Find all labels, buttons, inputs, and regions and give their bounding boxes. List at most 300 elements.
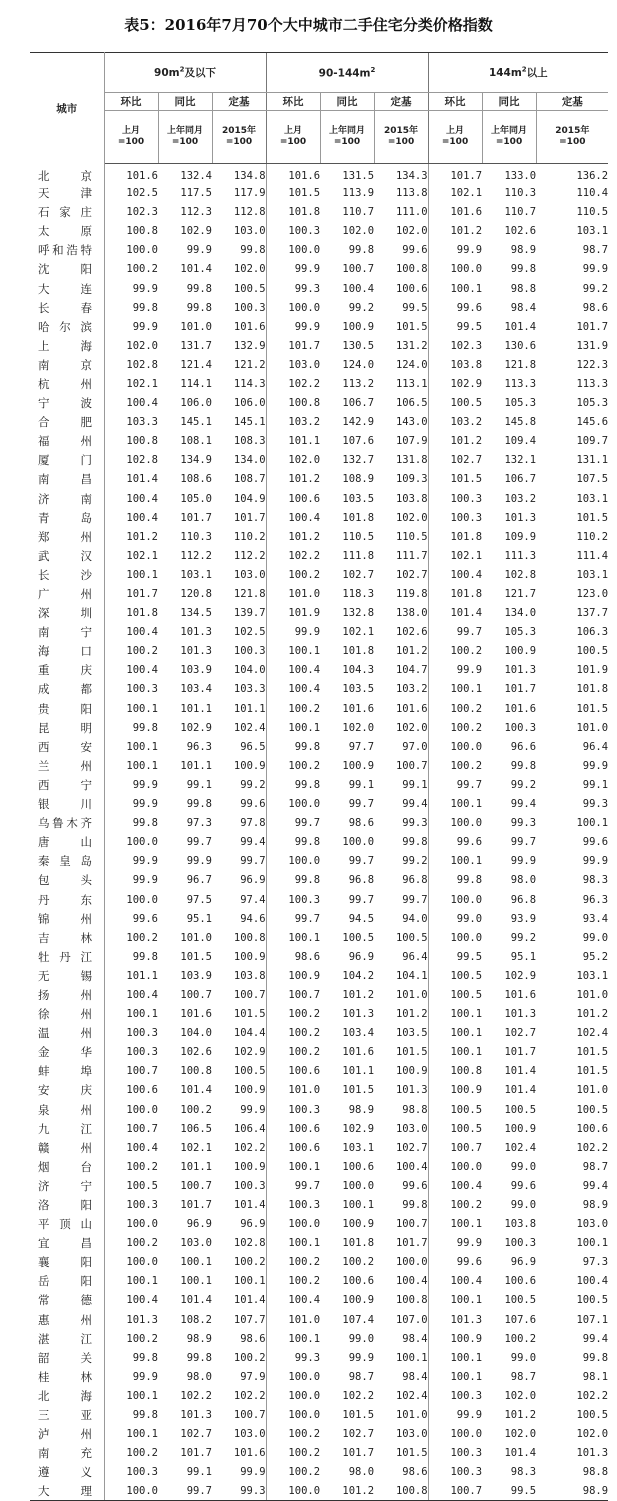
index-value-cell: 132.8: [342, 607, 375, 620]
index-value-cell: 98.4: [402, 1370, 428, 1383]
city-name: 济宁: [38, 1178, 92, 1193]
index-value-cell: 99.9: [428, 661, 482, 680]
index-value-cell: 108.1: [180, 435, 212, 448]
index-value-cell: 99.3: [582, 798, 609, 811]
index-value-cell: 121.4: [180, 358, 212, 371]
index-value-cell: 100.6: [266, 1138, 320, 1157]
index-value-cell: 100.7: [428, 1482, 482, 1501]
index-value-cell: 121.8: [233, 588, 266, 601]
index-value-cell: 117.5: [180, 187, 212, 200]
index-value-cell: 106.5: [395, 397, 428, 410]
table-row: [30, 222, 608, 241]
city-name-cell: [30, 432, 104, 451]
city-name-cell: [30, 1367, 104, 1386]
index-value-cell: 102.3: [104, 203, 158, 222]
city-name: 南京: [38, 357, 92, 372]
index-value-cell: 107.7: [233, 1313, 266, 1326]
index-value-cell: 118.3: [342, 588, 375, 601]
city-name: 九江: [38, 1121, 92, 1136]
index-value-cell: 101.4: [104, 470, 158, 489]
index-value-cell: 101.7: [576, 320, 609, 333]
index-value-cell: 100.9: [233, 950, 266, 963]
index-value-cell: 110.5: [576, 206, 609, 219]
index-value-cell: 100.9: [233, 1084, 266, 1097]
index-value-cell: 108.3: [233, 435, 266, 448]
index-value-cell: 101.6: [428, 203, 482, 222]
city-name: 北京: [38, 168, 92, 183]
index-value-cell: 131.2: [395, 339, 428, 352]
index-value-cell: 100.0: [104, 1100, 158, 1119]
index-value-cell: 108.2: [180, 1313, 212, 1326]
index-value-cell: 121.7: [504, 588, 537, 601]
price-index-table: [30, 52, 608, 1501]
table-row: [30, 1081, 608, 1100]
index-value-cell: 133.0: [504, 169, 537, 182]
index-value-cell: 103.8: [395, 492, 428, 505]
base-header-cell: [104, 111, 158, 164]
index-value-cell: 99.4: [510, 798, 537, 811]
table-row: [30, 966, 608, 985]
table-row: [30, 871, 608, 890]
index-value-cell: 98.6: [582, 301, 609, 314]
table-row: [30, 680, 608, 699]
index-value-cell: 100.5: [233, 282, 266, 295]
index-value-cell: 100.9: [233, 759, 266, 772]
index-value-cell: 99.9: [104, 317, 158, 336]
index-value-cell: 103.4: [180, 683, 212, 696]
index-value-cell: 100.4: [266, 1291, 320, 1310]
index-value-cell: 100.2: [504, 1332, 537, 1345]
index-value-cell: 101.4: [233, 1294, 266, 1307]
index-value-cell: 100.6: [504, 1275, 537, 1288]
index-value-cell: 110.3: [180, 530, 212, 543]
index-value-cell: 99.3: [266, 279, 320, 298]
table-row: [30, 814, 608, 833]
index-value-cell: 100.0: [428, 928, 482, 947]
index-value-cell: 102.7: [504, 1027, 537, 1040]
city-name: 大理: [38, 1484, 92, 1499]
index-value-cell: 99.9: [428, 1234, 482, 1253]
table-row: [30, 604, 608, 623]
index-value-cell: 106.4: [233, 1122, 266, 1135]
base-value: =100: [559, 137, 586, 147]
index-value-cell: 100.3: [266, 1100, 320, 1119]
index-value-cell: 106.3: [576, 626, 609, 639]
index-value-cell: 99.7: [510, 836, 537, 849]
index-value-cell: 100.7: [342, 263, 375, 276]
index-value-cell: 95.1: [510, 950, 537, 963]
table-row: [30, 1043, 608, 1062]
city-name-cell: [30, 642, 104, 661]
index-value-cell: 102.2: [576, 1389, 609, 1402]
city-name: 西宁: [38, 777, 92, 792]
index-value-cell: 99.8: [402, 836, 428, 849]
base-value: =100: [279, 137, 307, 147]
index-value-cell: 102.9: [428, 374, 482, 393]
city-name: 徐州: [38, 1007, 92, 1022]
index-value-cell: 100.5: [504, 1103, 537, 1116]
city-name: 南昌: [38, 472, 92, 487]
index-value-cell: 108.7: [233, 473, 266, 486]
index-value-cell: 101.4: [180, 1084, 212, 1097]
table-row: [30, 394, 608, 413]
index-value-cell: 96.3: [186, 740, 212, 753]
index-value-cell: 100.5: [395, 931, 428, 944]
index-value-cell: 111.0: [395, 206, 428, 219]
index-value-cell: 101.5: [395, 320, 428, 333]
index-value-cell: 101.6: [342, 702, 375, 715]
index-value-cell: 139.7: [233, 607, 266, 620]
index-value-cell: 101.2: [395, 645, 428, 658]
table-row: [30, 699, 608, 718]
group-header-medium: [266, 53, 428, 93]
index-value-cell: 113.9: [342, 187, 375, 200]
index-value-cell: 101.5: [395, 1447, 428, 1460]
table-row: [30, 1482, 608, 1501]
table-row: [30, 298, 608, 317]
index-value-cell: 100.0: [104, 890, 158, 909]
index-value-cell: 100.0: [266, 1215, 320, 1234]
index-value-cell: 117.9: [233, 187, 266, 200]
index-value-cell: 103.2: [395, 683, 428, 696]
index-value-cell: 134.9: [180, 454, 212, 467]
index-value-cell: 96.9: [240, 1218, 266, 1231]
index-value-cell: 101.9: [576, 664, 609, 677]
index-value-cell: 102.9: [180, 721, 212, 734]
index-value-cell: 101.6: [233, 320, 266, 333]
index-value-cell: 100.0: [104, 833, 158, 852]
city-name: 厦门: [38, 453, 92, 468]
index-value-cell: 103.4: [342, 1027, 375, 1040]
index-value-cell: 101.5: [342, 1409, 375, 1422]
index-value-cell: 110.7: [504, 206, 537, 219]
index-value-cell: 100.3: [504, 1237, 537, 1250]
index-value-cell: 99.0: [510, 1160, 537, 1173]
city-name-cell: [30, 260, 104, 279]
index-value-cell: 100.9: [395, 1065, 428, 1078]
base-value: =100: [387, 137, 415, 147]
index-value-cell: 99.6: [402, 244, 428, 257]
group-label-suffix: 以上: [526, 67, 548, 79]
index-value-cell: 103.2: [266, 413, 320, 432]
index-value-cell: 113.3: [504, 377, 537, 390]
index-value-cell: 108.6: [180, 473, 212, 486]
city-name: 秦皇岛: [38, 854, 92, 869]
index-value-cell: 100.5: [576, 1294, 609, 1307]
index-value-cell: 100.3: [233, 301, 266, 314]
index-value-cell: 113.3: [576, 377, 609, 390]
city-name: 呼和浩特: [38, 243, 92, 258]
index-value-cell: 102.0: [266, 451, 320, 470]
index-value-cell: 99.7: [348, 798, 375, 811]
index-value-cell: 96.6: [510, 740, 537, 753]
index-value-cell: 101.0: [180, 320, 212, 333]
index-value-cell: 100.0: [266, 1406, 320, 1425]
index-value-cell: 100.4: [104, 985, 158, 1004]
city-name-cell: [30, 1234, 104, 1253]
city-name-cell: [30, 604, 104, 623]
index-value-cell: 111.4: [576, 549, 609, 562]
index-value-cell: 103.8: [428, 355, 482, 374]
index-value-cell: 103.0: [233, 1428, 266, 1441]
city-name: 深圳: [38, 606, 92, 621]
index-value-cell: 102.7: [342, 1428, 375, 1441]
index-value-cell: 100.0: [266, 852, 320, 871]
city-name: 襄阳: [38, 1255, 92, 1270]
index-value-cell: 99.0: [510, 1199, 537, 1212]
index-value-cell: 100.9: [504, 1122, 537, 1135]
index-value-cell: 131.8: [395, 454, 428, 467]
index-value-cell: 130.6: [504, 339, 537, 352]
index-value-cell: 100.1: [428, 1215, 482, 1234]
index-value-cell: 101.0: [395, 988, 428, 1001]
index-value-cell: 100.1: [266, 928, 320, 947]
index-value-cell: 134.5: [180, 607, 212, 620]
index-value-cell: 98.8: [582, 1466, 609, 1479]
city-name: 平顶山: [38, 1217, 92, 1232]
table-row: [30, 623, 608, 642]
index-value-cell: 100.1: [428, 1043, 482, 1062]
index-value-cell: 99.1: [186, 778, 212, 791]
index-value-cell: 100.3: [504, 721, 537, 734]
table-row: [30, 890, 608, 909]
index-value-cell: 99.9: [582, 759, 609, 772]
index-value-cell: 102.1: [428, 546, 482, 565]
table-row: [30, 546, 608, 565]
index-value-cell: 103.1: [342, 1141, 375, 1154]
table-row: [30, 852, 608, 871]
group-label-sup: 2: [521, 65, 527, 74]
index-value-cell: 100.1: [266, 1329, 320, 1348]
index-value-cell: 101.2: [266, 470, 320, 489]
index-value-cell: 101.7: [104, 584, 158, 603]
city-name: 泸州: [38, 1427, 92, 1442]
index-value-cell: 101.1: [266, 432, 320, 451]
index-value-cell: 100.3: [233, 1179, 266, 1192]
index-value-cell: 102.2: [180, 1389, 212, 1402]
index-value-cell: 100.2: [266, 1043, 320, 1062]
city-name-cell: [30, 1406, 104, 1425]
index-value-cell: 100.3: [104, 1463, 158, 1482]
index-value-cell: 101.1: [180, 759, 212, 772]
city-name: 太原: [38, 224, 92, 239]
index-value-cell: 95.2: [582, 950, 609, 963]
index-value-cell: 96.8: [348, 874, 375, 887]
base-header-cell: [212, 111, 266, 164]
index-value-cell: 99.8: [104, 298, 158, 317]
index-value-cell: 97.3: [186, 817, 212, 830]
city-name-cell: [30, 1310, 104, 1329]
index-value-cell: 100.8: [395, 263, 428, 276]
city-name-cell: [30, 1348, 104, 1367]
index-value-cell: 100.8: [180, 1065, 212, 1078]
index-value-cell: 94.0: [402, 912, 428, 925]
index-value-cell: 101.3: [395, 1084, 428, 1097]
group-label-sup: 2: [370, 65, 376, 74]
index-value-cell: 101.2: [266, 527, 320, 546]
index-value-cell: 132.1: [504, 454, 537, 467]
city-name-cell: [30, 1100, 104, 1119]
index-value-cell: 99.9: [240, 1466, 266, 1479]
index-value-cell: 103.9: [180, 664, 212, 677]
index-value-cell: 99.8: [266, 775, 320, 794]
city-name-cell: [30, 374, 104, 393]
index-value-cell: 102.0: [342, 225, 375, 238]
index-value-cell: 99.9: [104, 852, 158, 871]
index-value-cell: 110.3: [504, 187, 537, 200]
index-value-cell: 100.0: [428, 890, 482, 909]
city-name: 重庆: [38, 663, 92, 678]
index-value-cell: 100.0: [104, 241, 158, 260]
table-row: [30, 1195, 608, 1214]
index-value-cell: 100.0: [395, 1256, 428, 1269]
index-value-cell: 96.7: [186, 874, 212, 887]
sub-header-cell: 定基: [536, 93, 608, 111]
index-value-cell: 100.2: [428, 642, 482, 661]
index-value-cell: 103.5: [342, 683, 375, 696]
index-value-cell: 99.6: [428, 833, 482, 852]
city-name: 宁波: [38, 396, 92, 411]
city-name-cell: [30, 928, 104, 947]
city-name: 青岛: [38, 510, 92, 525]
table-row: [30, 1406, 608, 1425]
city-name-cell: [30, 833, 104, 852]
index-value-cell: 101.4: [180, 1294, 212, 1307]
index-value-cell: 103.8: [504, 1218, 537, 1231]
index-value-cell: 99.7: [428, 775, 482, 794]
index-value-cell: 99.6: [104, 909, 158, 928]
city-name-cell: [30, 985, 104, 1004]
index-value-cell: 101.2: [428, 222, 482, 241]
city-name-cell: [30, 184, 104, 203]
index-value-cell: 110.7: [342, 206, 375, 219]
city-name: 南宁: [38, 625, 92, 640]
index-value-cell: 101.8: [104, 604, 158, 623]
index-value-cell: 107.4: [342, 1313, 375, 1326]
index-value-cell: 100.5: [576, 1409, 609, 1422]
index-value-cell: 100.7: [104, 1119, 158, 1138]
index-value-cell: 101.6: [233, 1447, 266, 1460]
index-value-cell: 101.3: [342, 1008, 375, 1021]
index-value-cell: 101.2: [395, 1008, 428, 1021]
index-value-cell: 100.6: [104, 1081, 158, 1100]
city-name-cell: [30, 1444, 104, 1463]
index-value-cell: 99.8: [104, 718, 158, 737]
index-value-cell: 100.8: [104, 222, 158, 241]
index-value-cell: 101.7: [180, 1199, 212, 1212]
index-value-cell: 100.2: [104, 260, 158, 279]
index-value-cell: 100.0: [104, 1215, 158, 1234]
index-value-cell: 100.2: [266, 565, 320, 584]
index-value-cell: 101.0: [180, 931, 212, 944]
index-value-cell: 99.0: [582, 931, 609, 944]
index-value-cell: 143.0: [395, 416, 428, 429]
index-value-cell: 99.2: [510, 778, 537, 791]
city-name-cell: [30, 737, 104, 756]
index-value-cell: 98.7: [582, 1160, 609, 1173]
table-row: [30, 1444, 608, 1463]
index-value-cell: 99.8: [266, 833, 320, 852]
index-value-cell: 99.7: [266, 814, 320, 833]
base-value: =100: [441, 137, 469, 147]
table-row: [30, 1215, 608, 1234]
index-value-cell: 114.1: [180, 377, 212, 390]
index-value-cell: 100.1: [233, 1275, 266, 1288]
index-value-cell: 101.0: [576, 721, 609, 734]
index-value-cell: 100.8: [395, 1294, 428, 1307]
index-value-cell: 99.6: [428, 298, 482, 317]
index-value-cell: 101.5: [428, 470, 482, 489]
index-value-cell: 96.9: [510, 1256, 537, 1269]
index-value-cell: 98.9: [348, 1103, 375, 1116]
index-value-cell: 99.9: [186, 855, 212, 868]
index-value-cell: 100.5: [342, 931, 375, 944]
city-name-cell: [30, 546, 104, 565]
city-name-cell: [30, 623, 104, 642]
index-value-cell: 100.5: [104, 1176, 158, 1195]
sub-header-cell: 定基: [374, 93, 428, 111]
index-value-cell: 99.8: [266, 871, 320, 890]
city-name-cell: [30, 699, 104, 718]
city-name: 郑州: [38, 529, 92, 544]
index-value-cell: 98.4: [402, 1332, 428, 1345]
index-value-cell: 99.7: [240, 855, 266, 868]
index-value-cell: 100.3: [266, 1195, 320, 1214]
city-name-cell: [30, 470, 104, 489]
index-value-cell: 101.0: [576, 988, 609, 1001]
index-value-cell: 99.8: [104, 1348, 158, 1367]
city-name-cell: [30, 565, 104, 584]
city-name-cell: [30, 1138, 104, 1157]
city-name: 长春: [38, 300, 92, 315]
index-value-cell: 100.1: [266, 1234, 320, 1253]
index-value-cell: 97.9: [240, 1370, 266, 1383]
index-value-cell: 100.1: [342, 1199, 375, 1212]
index-value-cell: 101.7: [233, 511, 266, 524]
city-name: 大连: [38, 281, 92, 296]
index-value-cell: 100.3: [104, 680, 158, 699]
index-value-cell: 99.9: [266, 317, 320, 336]
index-value-cell: 95.1: [186, 912, 212, 925]
index-value-cell: 103.0: [180, 1237, 212, 1250]
table-row: [30, 584, 608, 603]
index-value-cell: 113.2: [342, 377, 375, 390]
index-value-cell: 100.9: [428, 1329, 482, 1348]
index-value-cell: 99.9: [104, 795, 158, 814]
index-value-cell: 100.4: [266, 508, 320, 527]
index-value-cell: 100.1: [428, 1291, 482, 1310]
index-value-cell: 99.4: [240, 836, 266, 849]
city-name-cell: [30, 756, 104, 775]
index-value-cell: 100.4: [104, 394, 158, 413]
table-row: [30, 1348, 608, 1367]
index-value-cell: 138.0: [395, 607, 428, 620]
index-value-cell: 100.1: [104, 756, 158, 775]
index-value-cell: 99.9: [348, 1351, 375, 1364]
index-value-cell: 102.3: [428, 336, 482, 355]
city-name-cell: [30, 1176, 104, 1195]
city-name-cell: [30, 355, 104, 374]
index-value-cell: 97.8: [240, 817, 266, 830]
index-value-cell: 119.8: [395, 588, 428, 601]
city-name: 牡丹江: [38, 949, 92, 964]
index-value-cell: 100.9: [233, 1160, 266, 1173]
index-value-cell: 100.9: [504, 645, 537, 658]
group-label-sup: 2: [179, 65, 185, 74]
city-name-cell: [30, 871, 104, 890]
index-value-cell: 104.1: [395, 969, 428, 982]
index-value-cell: 106.0: [180, 397, 212, 410]
